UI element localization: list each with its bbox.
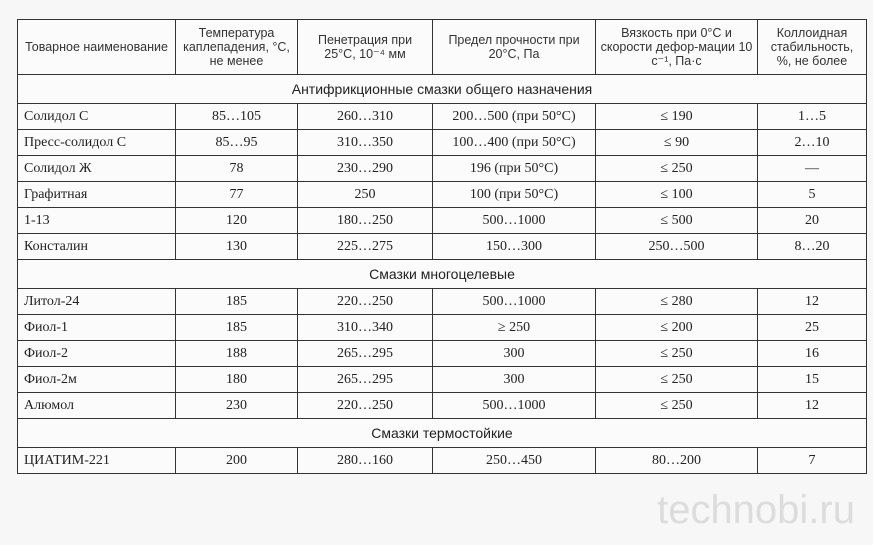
column-header: Товарное наименование bbox=[18, 20, 176, 75]
lubricants-table bbox=[17, 19, 867, 474]
value-cell: 2…10 bbox=[758, 130, 867, 156]
value-cell: 230 bbox=[176, 393, 298, 419]
section-row bbox=[18, 419, 867, 448]
column-header: Вязкость при 0°С и скорости дефор-мации 10 с⁻¹, Па·с bbox=[596, 20, 758, 75]
value-cell: 85…95 bbox=[176, 130, 298, 156]
value-cell: 230…290 bbox=[298, 156, 433, 182]
table-row bbox=[18, 156, 867, 182]
value-cell: ≤ 100 bbox=[596, 182, 758, 208]
value-cell: 280…160 bbox=[298, 448, 433, 474]
table-row bbox=[18, 341, 867, 367]
value-cell: 250…450 bbox=[433, 448, 596, 474]
section-title: Антифрикционные смазки общего назначения bbox=[18, 75, 867, 104]
value-cell: 78 bbox=[176, 156, 298, 182]
value-cell: 120 bbox=[176, 208, 298, 234]
value-cell: 250 bbox=[298, 182, 433, 208]
value-cell: 185 bbox=[176, 315, 298, 341]
table-row bbox=[18, 393, 867, 419]
table-row bbox=[18, 234, 867, 260]
value-cell: 80…200 bbox=[596, 448, 758, 474]
value-cell: ≤ 500 bbox=[596, 208, 758, 234]
value-cell: 500…1000 bbox=[433, 393, 596, 419]
value-cell: 180…250 bbox=[298, 208, 433, 234]
value-cell: 300 bbox=[433, 341, 596, 367]
value-cell: ≤ 190 bbox=[596, 104, 758, 130]
value-cell: 12 bbox=[758, 289, 867, 315]
value-cell: 220…250 bbox=[298, 393, 433, 419]
watermark: technobi.ru bbox=[657, 488, 855, 532]
product-name-cell: Консталин bbox=[18, 234, 176, 260]
value-cell: 188 bbox=[176, 341, 298, 367]
value-cell: 500…1000 bbox=[433, 208, 596, 234]
value-cell: 265…295 bbox=[298, 367, 433, 393]
column-header: Коллоидная стабильность, %, не более bbox=[758, 20, 867, 75]
value-cell: ≤ 200 bbox=[596, 315, 758, 341]
value-cell: 130 bbox=[176, 234, 298, 260]
value-cell: ≤ 250 bbox=[596, 341, 758, 367]
table-row bbox=[18, 208, 867, 234]
value-cell: 77 bbox=[176, 182, 298, 208]
value-cell: 7 bbox=[758, 448, 867, 474]
value-cell: 5 bbox=[758, 182, 867, 208]
column-header: Предел прочности при 20°С, Па bbox=[433, 20, 596, 75]
value-cell: 200…500 (при 50°С) bbox=[433, 104, 596, 130]
value-cell: 310…350 bbox=[298, 130, 433, 156]
value-cell: 180 bbox=[176, 367, 298, 393]
value-cell: 100 (при 50°С) bbox=[433, 182, 596, 208]
section-title: Смазки многоцелевые bbox=[18, 260, 867, 289]
value-cell: 260…310 bbox=[298, 104, 433, 130]
table-row bbox=[18, 104, 867, 130]
product-name-cell: Пресс-солидол С bbox=[18, 130, 176, 156]
value-cell: 20 bbox=[758, 208, 867, 234]
value-cell: ≥ 250 bbox=[433, 315, 596, 341]
value-cell: ≤ 280 bbox=[596, 289, 758, 315]
value-cell: 225…275 bbox=[298, 234, 433, 260]
product-name-cell: 1-13 bbox=[18, 208, 176, 234]
section-row bbox=[18, 260, 867, 289]
table-row bbox=[18, 315, 867, 341]
value-cell: 220…250 bbox=[298, 289, 433, 315]
value-cell: ≤ 250 bbox=[596, 367, 758, 393]
product-name-cell: Литол-24 bbox=[18, 289, 176, 315]
value-cell: 500…1000 bbox=[433, 289, 596, 315]
product-name-cell: Фиол-2 bbox=[18, 341, 176, 367]
product-name-cell: Алюмол bbox=[18, 393, 176, 419]
column-header: Температура каплепадения, °С, не менее bbox=[176, 20, 298, 75]
value-cell: 185 bbox=[176, 289, 298, 315]
value-cell: 1…5 bbox=[758, 104, 867, 130]
header-row bbox=[18, 20, 867, 75]
value-cell: 265…295 bbox=[298, 341, 433, 367]
value-cell: 310…340 bbox=[298, 315, 433, 341]
value-cell: ≤ 250 bbox=[596, 156, 758, 182]
value-cell: 15 bbox=[758, 367, 867, 393]
value-cell: — bbox=[758, 156, 867, 182]
product-name-cell: Фиол-1 bbox=[18, 315, 176, 341]
value-cell: 16 bbox=[758, 341, 867, 367]
product-name-cell: ЦИАТИМ-221 bbox=[18, 448, 176, 474]
column-header: Пенетрация при 25°С, 10⁻⁴ мм bbox=[298, 20, 433, 75]
value-cell: 300 bbox=[433, 367, 596, 393]
value-cell: 196 (при 50°С) bbox=[433, 156, 596, 182]
section-title: Смазки термостойкие bbox=[18, 419, 867, 448]
value-cell: 12 bbox=[758, 393, 867, 419]
value-cell: 250…500 bbox=[596, 234, 758, 260]
value-cell: ≤ 90 bbox=[596, 130, 758, 156]
value-cell: ≤ 250 bbox=[596, 393, 758, 419]
table-row bbox=[18, 130, 867, 156]
value-cell: 100…400 (при 50°С) bbox=[433, 130, 596, 156]
table-row bbox=[18, 367, 867, 393]
table-row bbox=[18, 289, 867, 315]
value-cell: 85…105 bbox=[176, 104, 298, 130]
section-row bbox=[18, 75, 867, 104]
table-row bbox=[18, 448, 867, 474]
value-cell: 150…300 bbox=[433, 234, 596, 260]
product-name-cell: Солидол С bbox=[18, 104, 176, 130]
value-cell: 25 bbox=[758, 315, 867, 341]
product-name-cell: Солидол Ж bbox=[18, 156, 176, 182]
value-cell: 8…20 bbox=[758, 234, 867, 260]
product-name-cell: Фиол-2м bbox=[18, 367, 176, 393]
product-name-cell: Графитная bbox=[18, 182, 176, 208]
value-cell: 200 bbox=[176, 448, 298, 474]
table-row bbox=[18, 182, 867, 208]
